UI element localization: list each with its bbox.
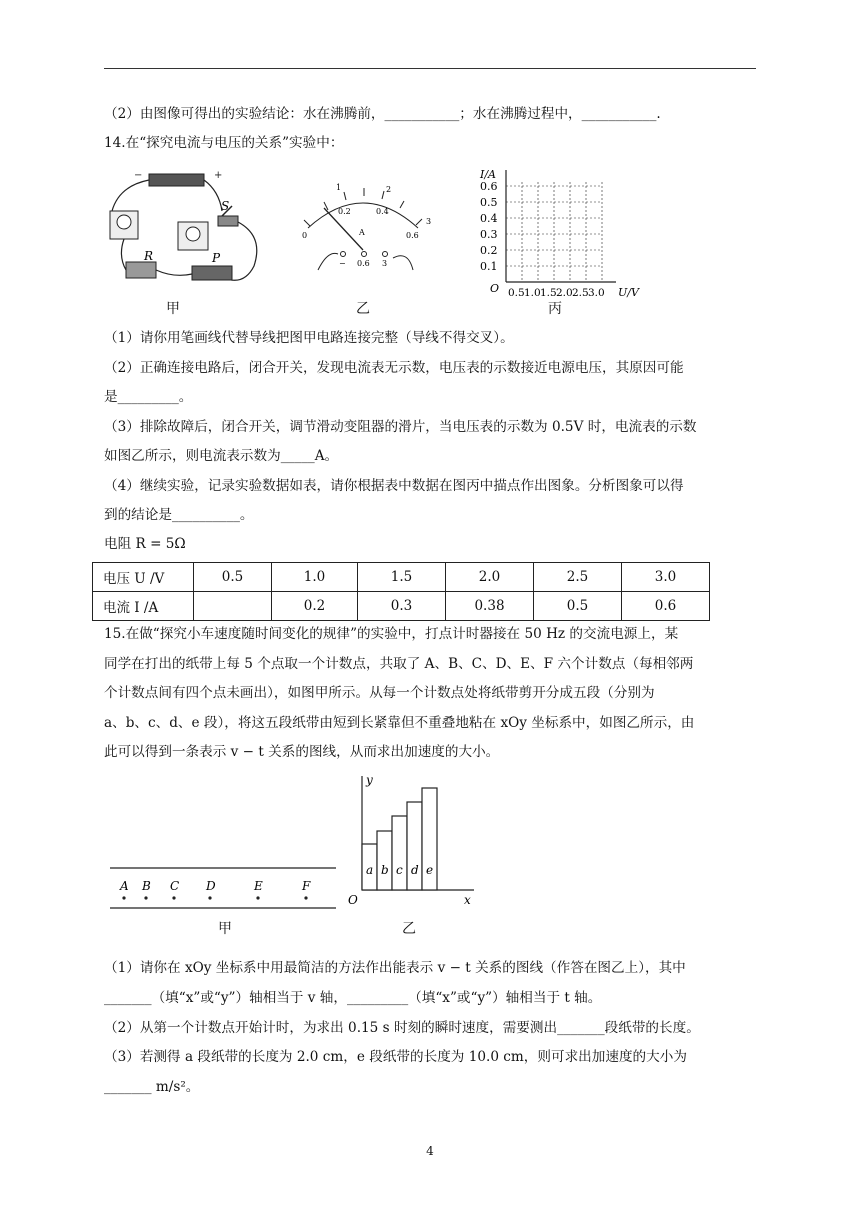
ytick: 0.1 (480, 260, 498, 273)
table-cell: 0.3 (358, 592, 446, 621)
segment-label: a (366, 863, 374, 877)
table-cell: 电流 I /A (93, 592, 194, 621)
ytick: 0.6 (480, 180, 498, 193)
tape-point: E (254, 879, 263, 893)
q14-part4b: 到的结论是__________。 (104, 507, 254, 523)
ytick: 0.3 (480, 228, 498, 241)
tape-point: F (302, 879, 311, 893)
q15-line4: a、b、c、d、e 段），将这五段纸带由短到长紧靠但不重叠地粘在 xOy 坐标系中，如图乙所示，由 (104, 715, 695, 731)
axis-y-label: y (366, 773, 373, 787)
ammeter-dial (288, 180, 438, 280)
xtick: 3.0 (588, 287, 605, 299)
q15-line2: 同学在打出的纸带上每 5 个点取一个计数点，共取了 A、B、C、D、E、F 六个计数点（每相邻两 (104, 656, 694, 672)
q14-part3a: （3）排除故障后，闭合开关，调节滑动变阻器的滑片，当电压表的示数为 0.5V 时，电流表的示数 (104, 419, 697, 435)
q14-part1: （1）请你用笔画线代替导线把图甲电路连接完整（导线不得交叉）。 (104, 330, 514, 346)
dial-top-1: 1 (336, 183, 342, 192)
segment-label: e (426, 863, 434, 877)
q15-line5: 此可以得到一条表示 v − t 关系的图线，从而求出加速度的大小。 (104, 744, 500, 760)
q14-part2a: （2）正确连接电路后，闭合开关，发现电流表无示数，电压表的示数接近电源电压，其原因可能 (104, 360, 684, 376)
table-row (93, 592, 710, 621)
table-cell: 0.5 (194, 563, 272, 592)
q15-line1: 15.在做“探究小车速度随时间变化的规律”的实验中，打点计时器接在 50 Hz 的交流电源上，某 (104, 626, 679, 642)
xtick: 2.0 (556, 287, 573, 299)
origin-label: O (348, 893, 358, 907)
strip-c (392, 816, 407, 890)
xtick: 0.5 (508, 287, 525, 299)
table-cell: 0.2 (272, 592, 358, 621)
fig15-caption-jia: 甲 (218, 921, 232, 937)
table-cell: 2.5 (534, 563, 622, 592)
dial-tick-1: 0.2 (338, 207, 351, 216)
dial-tick-3: 0.6 (406, 231, 419, 240)
tape-point: D (206, 879, 216, 893)
table-cell: 0.6 (622, 592, 710, 621)
tape-strip-graph (340, 772, 480, 912)
q14-part3b: 如图乙所示，则电流表示数为_____A。 (104, 448, 339, 464)
rheostat-label: P (212, 251, 221, 265)
table-cell: 电压 U /V (93, 563, 194, 592)
tape-point: B (142, 879, 151, 893)
page-number: 4 (426, 1144, 434, 1158)
resistance-label: 电阻 R = 5Ω (104, 536, 186, 552)
axis-x-label: x (464, 893, 471, 907)
terminal-3: 3 (382, 259, 388, 268)
segment-label: b (381, 863, 389, 877)
fig14-caption-yi: 乙 (356, 301, 370, 317)
resistor-label: R (144, 249, 154, 263)
graph-x-label: U/V (618, 286, 639, 299)
paper-tape (110, 860, 340, 916)
ytick: 0.2 (480, 244, 498, 257)
svg-text:−: − (134, 170, 143, 181)
circuit-diagram (104, 166, 274, 296)
dial-tick-2: 0.4 (376, 207, 389, 216)
q14-part2b: 是_________。 (104, 389, 193, 405)
graph-origin: O (490, 282, 500, 295)
header-rule (104, 68, 756, 69)
q15-part3b: _______ m/s²。 (104, 1079, 200, 1095)
fig15-caption-yi: 乙 (402, 921, 416, 937)
iu-graph (476, 164, 646, 300)
q15-part1b: _______（填“x”或“y”）轴相当于 v 轴，_________（填“x”或“y”）轴相当于 t 轴。 (104, 990, 602, 1006)
dial-tick-0: 0 (302, 231, 308, 240)
xtick: 1.5 (540, 287, 557, 299)
segment-label: d (411, 863, 419, 877)
q14-part4a: （4）继续实验，记录实验数据如表，请你根据表中数据在图丙中描点作出图象。分析图象可以得 (104, 478, 684, 494)
table-cell (194, 592, 272, 621)
q15-part3a: （3）若测得 a 段纸带的长度为 2.0 cm，e 段纸带的长度为 10.0 cm，则可求出加速度的大小为 (104, 1049, 687, 1065)
ytick: 0.4 (480, 212, 498, 225)
svg-text:+: + (214, 170, 223, 181)
fig14-caption-jia: 甲 (166, 301, 180, 317)
terminal-06: 0.6 (357, 259, 370, 268)
q14-title: 14.在“探究电流与电压的关系”实验中： (104, 135, 344, 151)
table-cell: 0.38 (446, 592, 534, 621)
terminal-neg: − (339, 259, 346, 268)
table-row (93, 563, 710, 592)
dial-top-2: 2 (386, 185, 392, 194)
dial-top-3: 3 (426, 217, 432, 226)
segment-label: c (396, 863, 403, 877)
table-cell: 3.0 (622, 563, 710, 592)
tape-point: A (120, 879, 129, 893)
table-cell: 0.5 (534, 592, 622, 621)
q15-part2: （2）从第一个计数点开始计时，为求出 0.15 s 时刻的瞬时速度，需要测出_______段纸带的长度。 (104, 1020, 700, 1036)
table-cell: 2.0 (446, 563, 534, 592)
switch-label: S (221, 199, 230, 213)
fig14-caption-bing: 丙 (548, 301, 562, 317)
q13-part2: （2）由图像可得出的实验结论：水在沸腾前，___________；水在沸腾过程中，___________. (104, 106, 661, 122)
ytick: 0.5 (480, 196, 498, 209)
table-cell: 1.0 (272, 563, 358, 592)
dial-unit: A (359, 228, 365, 237)
strip-b (377, 831, 392, 890)
q15-part1a: （1）请你在 xOy 坐标系中用最简洁的方法作出能表示 v − t 关系的图线（作答在图乙上），其中 (104, 960, 686, 976)
xtick: 1.0 (524, 287, 541, 299)
table-cell: 1.5 (358, 563, 446, 592)
xtick: 2.5 (572, 287, 589, 299)
tape-point: C (170, 879, 180, 893)
graph-y-label: I/A (480, 168, 496, 181)
q15-line3: 个计数点间有四个点未画出），如图甲所示。从每一个计数点处将纸带剪开分成五段（分别为 (104, 685, 655, 701)
data-table (92, 562, 710, 621)
